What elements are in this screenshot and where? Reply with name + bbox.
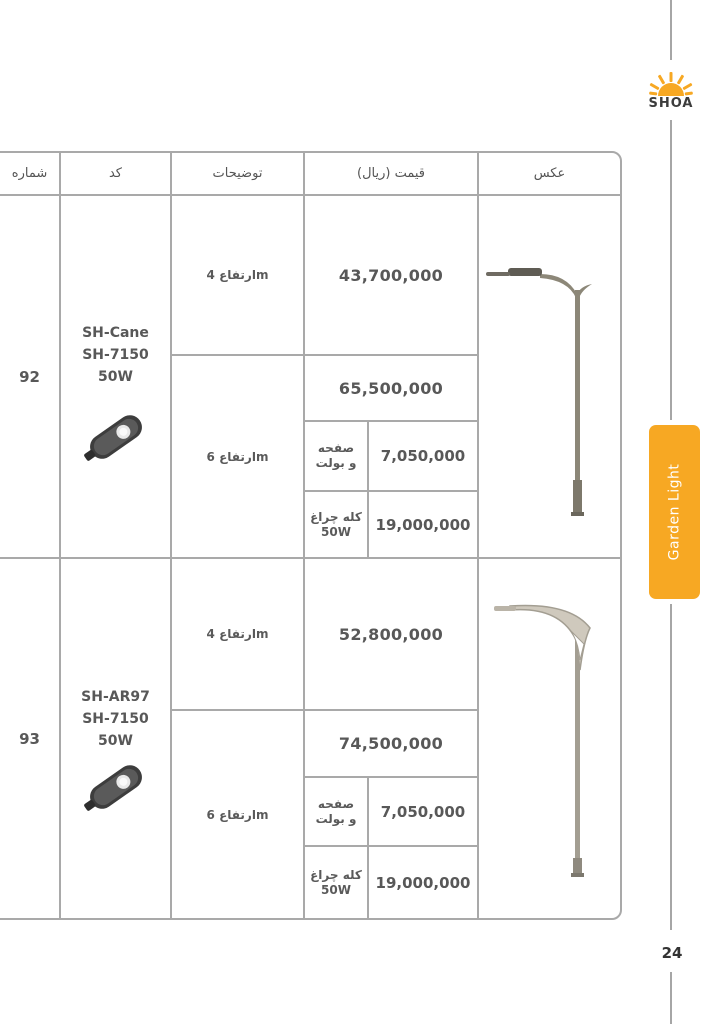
row2-head-label-line1: کله چراغ bbox=[310, 868, 362, 882]
row2-plate-label bbox=[305, 778, 367, 845]
page-divider-line-lower bbox=[670, 604, 672, 930]
row2-code bbox=[61, 684, 170, 754]
row1-plate-label-line2: و بولت bbox=[315, 456, 357, 470]
row2-plate-price: 7,050,000 bbox=[380, 802, 466, 821]
col-divider-number bbox=[59, 152, 61, 919]
row1-code-line2: SH-7150 bbox=[82, 347, 149, 363]
row1-code-line1: SH-Cane bbox=[82, 325, 149, 341]
col-divider-price bbox=[477, 152, 479, 919]
row1-code-line3: 50W bbox=[98, 369, 133, 385]
page-divider-line-top bbox=[670, 0, 672, 60]
category-tab-label: Garden Light bbox=[666, 463, 683, 561]
street-lamp-head-image bbox=[79, 753, 153, 821]
row2-code-line1: SH-AR97 bbox=[81, 689, 150, 705]
row1-head-price: 19,000,000 bbox=[375, 515, 471, 534]
row2-h6-price: 74,500,000 bbox=[338, 734, 444, 753]
header-photo: عکس bbox=[533, 166, 566, 181]
row2-h6-label: ارتفاع 6m bbox=[206, 808, 269, 822]
row1-plate-label bbox=[305, 422, 367, 490]
brand-name: SHOA bbox=[648, 96, 694, 111]
row2-code-line3: 50W bbox=[98, 733, 133, 749]
row1-h6-price: 65,500,000 bbox=[338, 378, 444, 398]
row2-number: 93 bbox=[19, 730, 40, 748]
row2-h4-label: ارتفاع 4m bbox=[206, 627, 269, 641]
row1-head-label-line1: کله چراغ bbox=[310, 509, 362, 524]
page-divider-line-middle bbox=[670, 120, 672, 420]
row1-code bbox=[61, 320, 170, 390]
row1-h6-label: ارتفاع 6m bbox=[206, 449, 269, 464]
row2-head-label-line2: 50W bbox=[321, 883, 351, 897]
row2-plate-label-line1: صفحه bbox=[317, 796, 355, 811]
row1-head-label bbox=[305, 492, 367, 557]
row2-code-line2: SH-7150 bbox=[82, 711, 149, 727]
header-number: شماره bbox=[11, 166, 48, 181]
row2-head-price: 19,000,000 bbox=[375, 874, 471, 892]
row2-plate-label-line2: و بولت bbox=[315, 811, 357, 826]
row1-h4-price: 43,700,000 bbox=[338, 265, 444, 285]
header-code: کد bbox=[108, 166, 122, 181]
row2-h4-price: 52,800,000 bbox=[338, 624, 444, 644]
row2-head-label bbox=[305, 847, 367, 919]
header-description: توضیحات bbox=[212, 166, 263, 181]
page-divider-line-bottom bbox=[670, 972, 672, 1024]
street-lamp-head-image bbox=[79, 403, 153, 471]
header-price: قیمت (ریال) bbox=[357, 166, 425, 181]
arched-pole-image bbox=[480, 600, 620, 880]
row1-plate-label-line1: صفحه bbox=[317, 441, 355, 455]
cane-pole-image bbox=[480, 260, 620, 520]
row1-head-label-line2: 50W bbox=[321, 524, 351, 539]
page-number: 24 bbox=[661, 944, 683, 962]
row1-number: 92 bbox=[19, 367, 40, 386]
category-tab-label-wrap bbox=[649, 425, 700, 599]
row1-plate-price: 7,050,000 bbox=[380, 447, 466, 465]
row1-h4-label: ارتفاع 4m bbox=[206, 268, 269, 282]
